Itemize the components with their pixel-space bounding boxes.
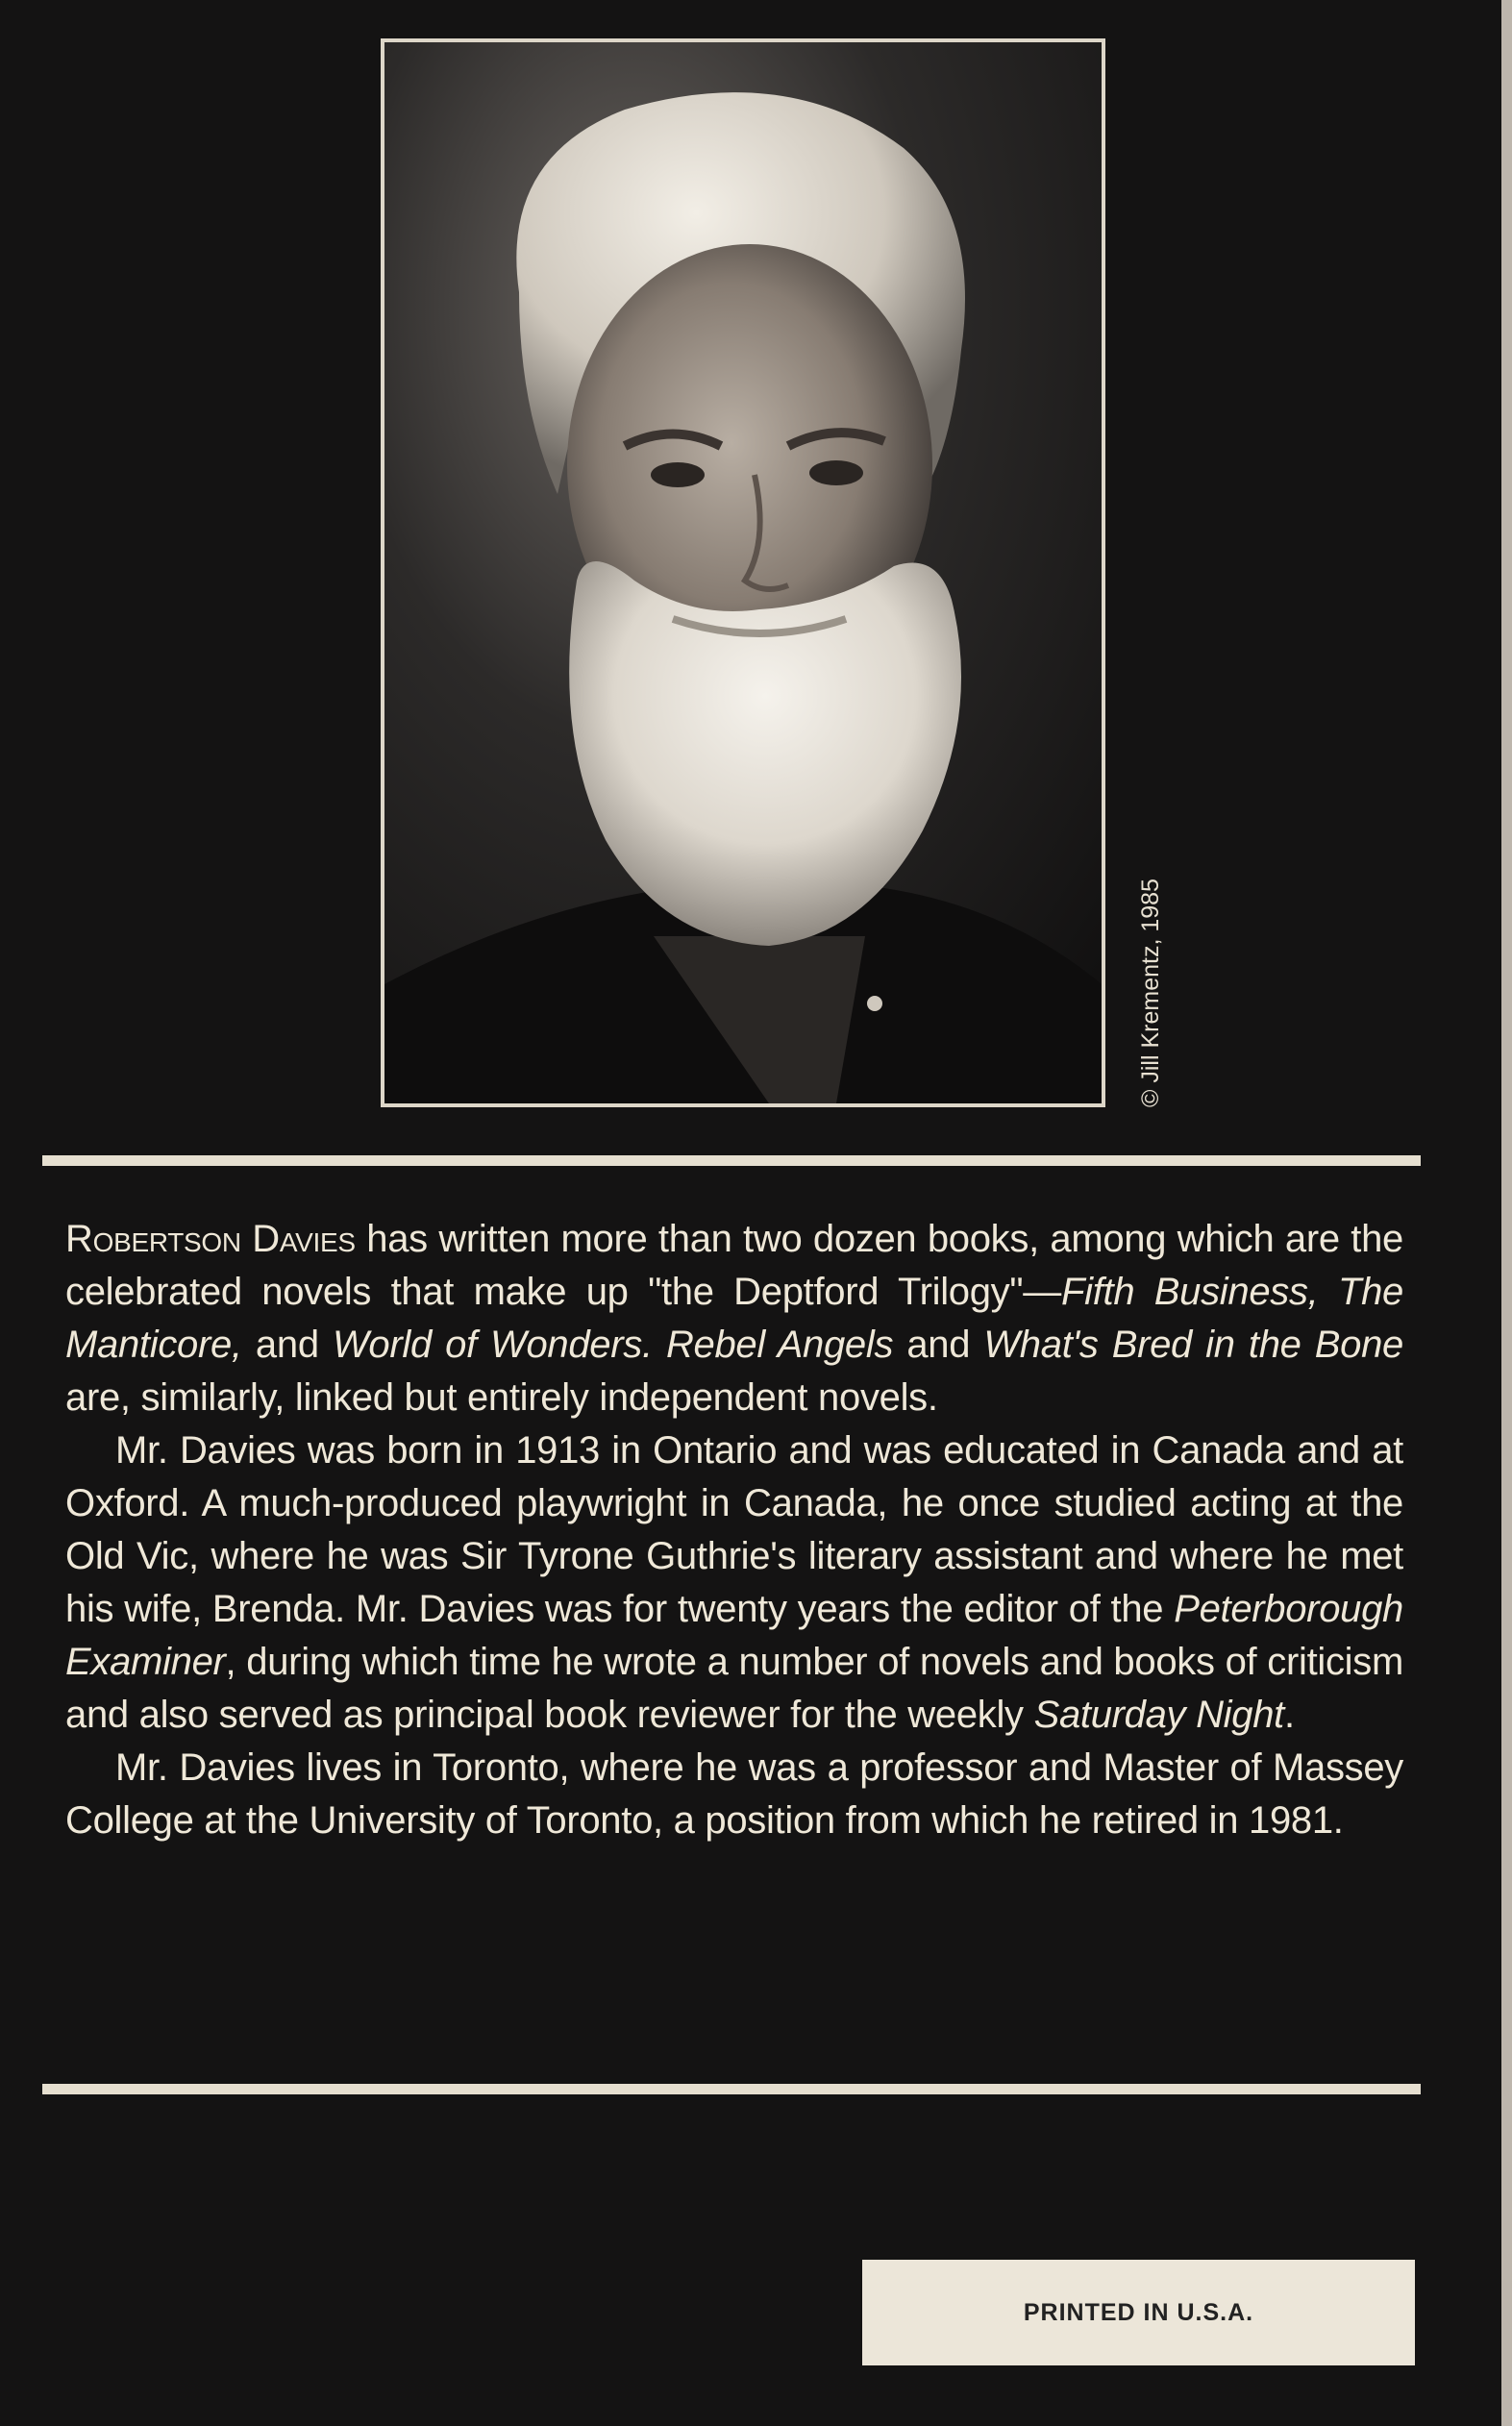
book-title: Fifth Business, The Manticore, (65, 1271, 1403, 1366)
printed-in-label: PRINTED IN U.S.A. (862, 2260, 1415, 2365)
book-title: World of Wonders. Rebel Angels (332, 1324, 894, 1366)
author-bio (65, 1213, 1403, 1847)
book-title: What's Bred in the Bone (983, 1324, 1403, 1366)
bio-text: are, similarly, linked but entirely independent novels. (65, 1376, 938, 1419)
author-photo (381, 38, 1105, 1107)
bio-text: and (241, 1324, 333, 1366)
bio-text: and (893, 1324, 984, 1366)
bio-text: , during which time he wrote a number of novels and books of criticism and also served as principal book reviewer for the weekly (65, 1641, 1403, 1736)
author-name: Robertson Davies (65, 1218, 356, 1260)
bio-paragraph-1 (65, 1213, 1403, 1424)
publication-title: Saturday Night (1033, 1694, 1284, 1736)
divider-top (42, 1155, 1421, 1166)
bio-paragraph-3: Mr. Davies lives in Toronto, where he was a professor and Master of Massey College at the University of Toronto, a position from which he retired in 1981. (65, 1746, 1403, 1842)
publication-title: Peterborough Examiner (65, 1588, 1403, 1683)
author-portrait-illustration (384, 42, 1102, 1103)
bio-text: Mr. Davies was born in 1913 in Ontario and was educated in Canada and at Oxford. A much-produced playwright in Canada, he once studied acting at the Old Vic, where he was Sir Tyrone Guthrie's literary assistant and where he met his wife, Brenda. Mr. Davies was for twenty years the editor of the (65, 1429, 1403, 1630)
photo-credit: © Jill Krementz, 1985 (1137, 879, 1164, 1107)
bio-text: . (1283, 1694, 1295, 1736)
bio-text: has written more than two dozen books, among which are the celebrated novels that make up "the Deptford Trilogy"— (65, 1218, 1403, 1313)
page-edge (1501, 0, 1512, 2426)
divider-bottom (42, 2084, 1421, 2094)
bio-paragraph-2 (65, 1424, 1403, 1742)
